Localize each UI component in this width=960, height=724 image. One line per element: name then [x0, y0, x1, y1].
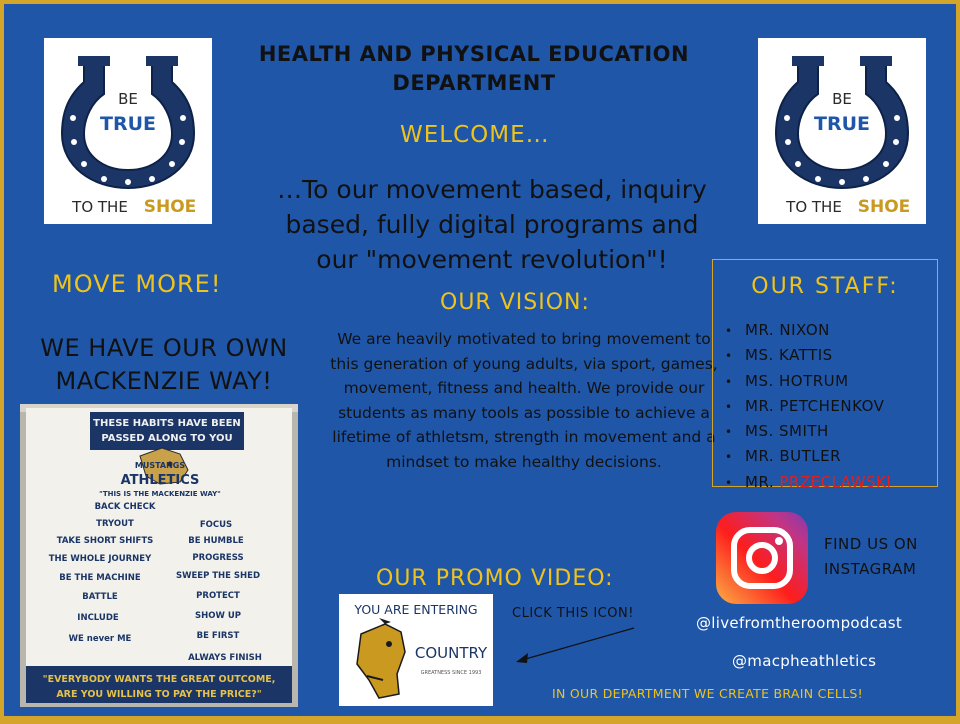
- list-item: • MR. PRZECLAWSKI: [725, 472, 892, 491]
- click-icon-text: CLICK THIS ICON!: [512, 606, 634, 621]
- promo-video-thumbnail[interactable]: [339, 594, 493, 706]
- list-item: • MR. NIXON: [725, 321, 830, 339]
- logo-true-text: TRUE: [100, 113, 156, 135]
- page-title-line2: DEPARTMENT: [392, 71, 556, 95]
- svg-text:BE HUMBLE: BE HUMBLE: [188, 536, 244, 546]
- svg-text:PASSED ALONG TO YOU: PASSED ALONG TO YOU: [101, 433, 233, 444]
- svg-text:SHOW UP: SHOW UP: [195, 611, 241, 621]
- slide: [4, 4, 956, 716]
- logo-to-the-text: TO THE: [72, 198, 128, 216]
- svg-text:BACK CHECK: BACK CHECK: [94, 502, 156, 512]
- svg-text:ALWAYS FINISH: ALWAYS FINISH: [188, 653, 262, 663]
- intro-text: …To our movement based, inquiry based, fully digital programs and our "movement revolution"!: [277, 175, 707, 274]
- instagram-handle-podcast[interactable]: @livefromtheroompodcast: [696, 614, 903, 632]
- svg-text:THE WHOLE JOURNEY: THE WHOLE JOURNEY: [48, 554, 152, 564]
- svg-text:WE never ME: WE never ME: [68, 634, 132, 644]
- logo-right: [758, 38, 926, 224]
- svg-text:TAKE SHORT SHIFTS: TAKE SHORT SHIFTS: [56, 536, 154, 546]
- logo-be-text: BE: [832, 90, 852, 108]
- svg-text:THESE HABITS HAVE BEEN: THESE HABITS HAVE BEEN: [93, 418, 241, 429]
- staff-list: [725, 318, 891, 495]
- svg-text:ARE YOU WILLING TO PAY THE PRI: ARE YOU WILLING TO PAY THE PRICE?": [56, 689, 262, 700]
- horseshoe-icon: [44, 38, 212, 224]
- svg-text:INCLUDE: INCLUDE: [77, 613, 119, 623]
- svg-text:ATHLETICS: ATHLETICS: [120, 473, 200, 488]
- find-us-text: FIND US ON INSTAGRAM: [824, 535, 918, 578]
- instagram-icon[interactable]: [716, 512, 808, 604]
- logo-to-the-text: TO THE: [786, 198, 842, 216]
- mustang-icon: [357, 618, 405, 698]
- list-item: • MS. KATTIS: [725, 346, 833, 365]
- logo-true-text: TRUE: [814, 113, 870, 135]
- mackenzie-way-banner-photo: [20, 404, 298, 707]
- instagram-handle-athletics[interactable]: @macpheathletics: [732, 652, 877, 670]
- svg-text:MUSTANGS: MUSTANGS: [134, 461, 186, 470]
- footer-text: IN OUR DEPARTMENT WE CREATE BRAIN CELLS!: [552, 686, 863, 701]
- list-item: • MR. BUTLER: [725, 447, 842, 466]
- svg-text:PROGRESS: PROGRESS: [192, 553, 244, 563]
- list-item: • MS. HOTRUM: [725, 371, 849, 390]
- staff-title: OUR STAFF:: [751, 274, 899, 299]
- svg-text:TRYOUT: TRYOUT: [96, 519, 134, 529]
- vision-text: We are heavily motivated to bring movement to this generation of young adults, via sport, games, movement, fitness and health. We provide our students as many tools as possible to achieve a lifetime of athletsm, strength in movement and a mindset to make healthy decisions.: [330, 330, 718, 471]
- logo-shoe-text: SHOE: [143, 197, 197, 217]
- svg-text:SWEEP THE SHED: SWEEP THE SHED: [175, 571, 261, 581]
- list-item: • MR. PETCHENKOV: [725, 396, 885, 415]
- list-item: • MS. SMITH: [725, 422, 829, 441]
- promo-title: OUR PROMO VIDEO:: [376, 566, 614, 591]
- svg-text:"EVERYBODY WANTS THE GREAT OUT: "EVERYBODY WANTS THE GREAT OUTCOME,: [42, 674, 276, 685]
- svg-text:PROTECT: PROTECT: [196, 591, 240, 601]
- promo-line1: YOU ARE ENTERING: [354, 602, 478, 617]
- horseshoe-icon: [758, 38, 926, 224]
- move-more-text: MOVE MORE!: [52, 270, 222, 298]
- svg-text:BE THE MACHINE: BE THE MACHINE: [59, 573, 141, 583]
- mackenzie-way-text: WE HAVE OUR OWN MACKENZIE WAY!: [40, 334, 288, 395]
- promo-tagline: GREATNESS SINCE 1993: [420, 670, 482, 676]
- svg-text:"THIS IS THE MACKENZIE WAY": "THIS IS THE MACKENZIE WAY": [99, 490, 221, 498]
- promo-line2: COUNTRY: [414, 644, 488, 662]
- logo-left: [44, 38, 212, 224]
- page-title: [254, 40, 694, 98]
- logo-shoe-text: SHOE: [857, 197, 911, 217]
- svg-text:FOCUS: FOCUS: [199, 520, 233, 530]
- staff-box: [712, 259, 938, 491]
- svg-text:BE FIRST: BE FIRST: [196, 631, 240, 641]
- arrow-icon: [512, 622, 642, 668]
- svg-text:BATTLE: BATTLE: [82, 592, 118, 602]
- logo-be-text: BE: [118, 90, 138, 108]
- page-title-line1: HEALTH AND PHYSICAL EDUCATION: [258, 42, 690, 66]
- welcome-text: WELCOME…: [400, 122, 550, 148]
- vision-title: OUR VISION:: [440, 290, 590, 315]
